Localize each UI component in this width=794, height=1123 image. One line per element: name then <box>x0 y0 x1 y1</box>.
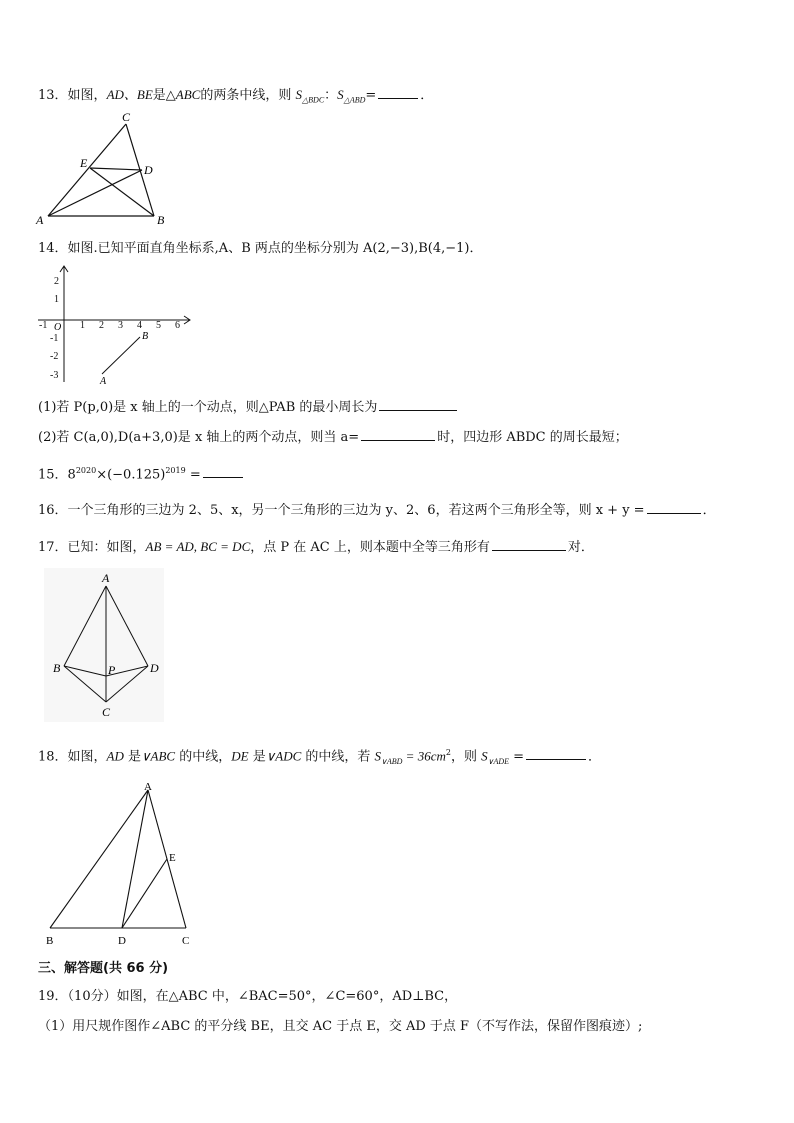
side-ab <box>50 790 148 928</box>
x-tick: 4 <box>137 320 142 331</box>
point-b-label: B <box>142 331 149 342</box>
answer-blank[interactable] <box>361 426 435 441</box>
point-a-label: A <box>100 376 107 387</box>
y-tick: -3 <box>50 370 59 381</box>
question-13: 13．如图，AD、BE是△ABC的两条中线，则 $S_{\triangle BDC}$：$S_{\triangle ABD}=$ ． <box>38 84 433 110</box>
label-d: D <box>144 163 153 177</box>
label-b: B <box>157 213 165 227</box>
answer-blank[interactable] <box>203 463 243 478</box>
label-a: A <box>144 781 152 793</box>
label-b: B <box>46 935 54 947</box>
answer-blank[interactable] <box>379 396 457 411</box>
q18-triangle-figure <box>40 780 200 950</box>
segment-ed <box>90 168 142 170</box>
label-e: E <box>169 852 176 864</box>
x-tick: 3 <box>118 320 123 331</box>
question-14-part-1: (1)若 P(p,0)是 x 轴上的一个动点，则△PAB 的最小周长为 <box>38 396 459 417</box>
segment-ab <box>102 337 140 374</box>
y-tick: 1 <box>54 294 59 305</box>
x-tick: -1 <box>39 320 48 331</box>
label-d: D <box>150 661 159 675</box>
label-a: A <box>36 213 44 227</box>
q17-kite-figure <box>44 568 164 722</box>
q13-triangle-figure <box>34 108 174 228</box>
label-p: P <box>108 663 116 677</box>
q14-coordinate-figure <box>34 262 194 388</box>
question-19-line-1: 19．（10分）如图，在△ABC 中，∠BAC=50°，∠C=60°，AD⊥BC， <box>38 989 458 1004</box>
median-ad <box>48 170 142 216</box>
label-c: C <box>102 705 111 719</box>
answer-blank[interactable] <box>492 536 566 551</box>
y-tick: -2 <box>50 351 59 362</box>
y-tick: -1 <box>50 333 59 344</box>
label-d: D <box>118 935 126 947</box>
x-tick: 1 <box>80 320 85 331</box>
section-title: 三、解答题(共 66 分) <box>38 961 169 976</box>
x-tick: 2 <box>99 320 104 331</box>
question-18: 18．如图，AD 是∨ABC 的中线，DE 是∨ADC 的中线，若 $S_{\vee ABD} = 36cm^2$，则 $S_{\vee ADE}$ = ． <box>38 744 601 771</box>
side-ac <box>48 124 126 216</box>
y-tick: 2 <box>54 276 59 287</box>
question-19-line-2: （1）用尺规作图作∠ABC 的平分线 BE，且交 AC 于点 E，交 AD 于点 F（不写作法，保留作图痕迹）; <box>38 1019 643 1034</box>
label-a: A <box>102 571 110 585</box>
x-tick: 5 <box>156 320 161 331</box>
x-tick: 6 <box>175 320 180 331</box>
label-b: B <box>53 661 61 675</box>
question-17: 17．已知：如图，AB = AD, BC = DC，点 P 在 AC 上，则本题中全等三角形有 对． <box>38 536 594 557</box>
answer-blank[interactable] <box>378 84 418 99</box>
question-15: 15．$8^{2020}\times(-0.125)^{2019}$ = <box>38 462 245 484</box>
question-14-intro: 14．如图.已知平面直角坐标系,A、B 两点的坐标分别为 A(2,−3),B(4,−1)． <box>38 241 483 256</box>
label-c: C <box>182 935 190 947</box>
origin-label: O <box>54 322 62 333</box>
question-14-part-2: (2)若 C(a,0),D(a+3,0)是 x 轴上的两个动点，则当 a= 时，四边形 ABDC 的周长最短； <box>38 426 628 447</box>
label-e: E <box>80 156 88 170</box>
answer-blank[interactable] <box>526 745 586 760</box>
figure-background <box>44 568 164 722</box>
question-16: 16．一个三角形的三边为 2、5、x，另一个三角形的三边为 y、2、6，若这两个三角形全等，则 x + y = ． <box>38 499 716 520</box>
answer-blank[interactable] <box>647 499 701 514</box>
label-c: C <box>122 110 131 124</box>
